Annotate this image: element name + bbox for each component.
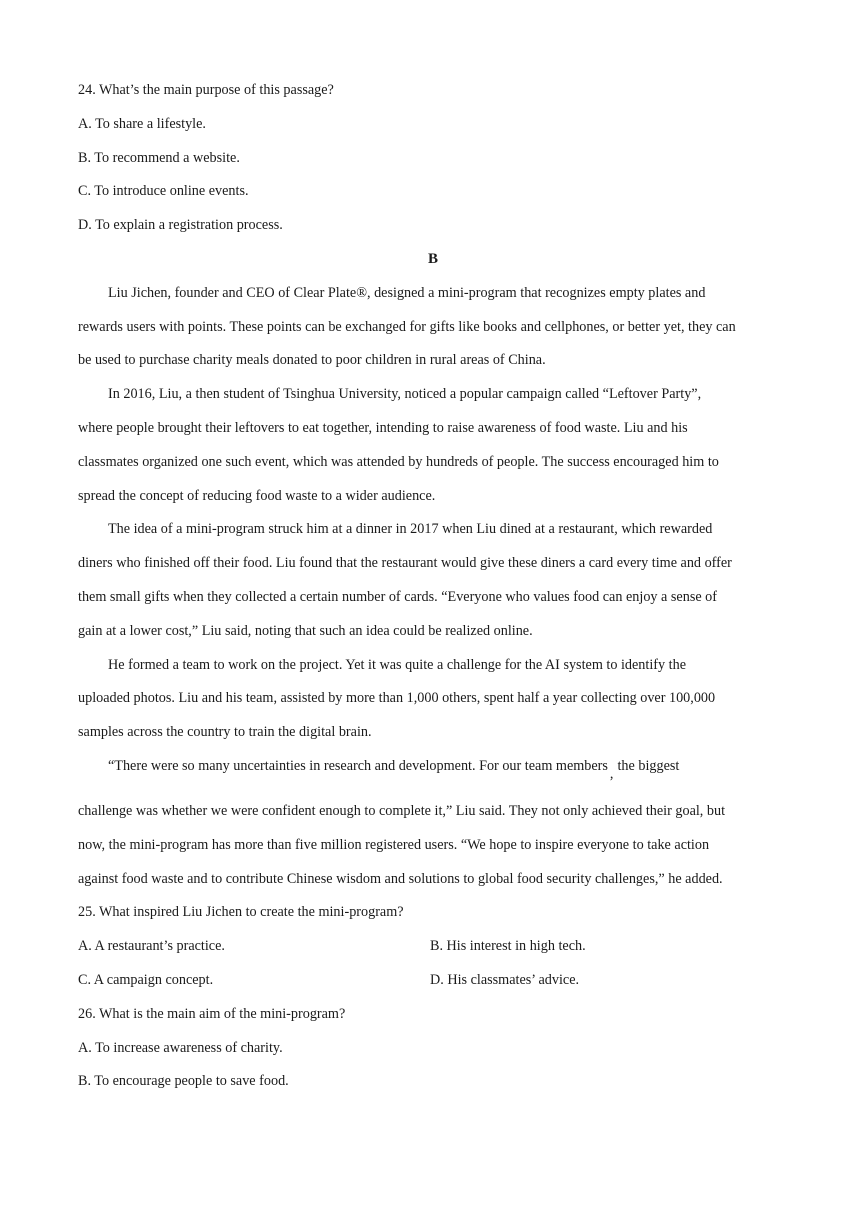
passage-line: He formed a team to work on the project. Yet it was quite a challenge for the AI system to identify the xyxy=(108,656,686,673)
passage-paragraph-5 xyxy=(78,750,788,896)
question-26-stem: 26. What is the main aim of the mini-program? xyxy=(78,1005,346,1022)
question-24 xyxy=(78,74,788,243)
passage-line: uploaded photos. Liu and his team, assisted by more than 1,000 others, spent half a year collecting over 100,000 xyxy=(78,690,716,707)
passage-paragraph-3 xyxy=(78,513,788,648)
question-26-option-a: A. To increase awareness of charity. xyxy=(78,1039,283,1056)
question-24-stem: 24. What’s the main purpose of this passage? xyxy=(78,82,334,98)
passage-line: now, the mini-program has more than five million registered users. “We hope to inspire everyone to take action xyxy=(78,836,710,853)
question-25-option-b: B. His interest in high tech. xyxy=(430,938,586,955)
passage-line: gain at a lower cost,” Liu said, noting that such an idea could be realized online. xyxy=(78,622,533,639)
question-25-option-c: C. A campaign concept. xyxy=(78,971,214,988)
passage-line: samples across the country to train the digital brain. xyxy=(78,724,372,741)
passage-line: spread the concept of reducing food waste to a wider audience. xyxy=(78,487,436,504)
question-25 xyxy=(78,896,788,997)
question-26 xyxy=(78,998,788,1099)
passage-text: the biggest xyxy=(617,757,680,774)
passage-paragraph-1 xyxy=(78,277,788,378)
passage-line: classmates organized one such event, which was attended by hundreds of people. The success encouraged him to xyxy=(78,453,719,470)
passage-line: against food waste and to contribute Chinese wisdom and solutions to global food security challenges,” he added. xyxy=(78,870,723,887)
passage-line: diners who finished off their food. Liu found that the restaurant would give these diners a card every time and offer xyxy=(78,555,732,572)
passage-line: In 2016, Liu, a then student of Tsinghua University, noticed a popular campaign called “Leftover Party”, xyxy=(108,386,702,403)
passage-line: challenge was whether we were confident enough to complete it,” Liu said. They not only achieved their goal, but xyxy=(78,802,726,819)
passage-line: The idea of a mini-program struck him at a dinner in 2017 when Liu dined at a restaurant, which rewarded xyxy=(108,521,713,538)
question-25-option-a: A. A restaurant’s practice. xyxy=(78,938,225,955)
passage-comma: , xyxy=(609,765,614,782)
passage-paragraph-2 xyxy=(78,378,788,513)
question-24-option-b: B. To recommend a website. xyxy=(78,149,240,166)
question-25-option-d: D. His classmates’ advice. xyxy=(430,971,580,988)
question-25-stem: 25. What inspired Liu Jichen to create the mini-program? xyxy=(78,904,404,921)
passage-line: be used to purchase charity meals donated to poor children in rural areas of China. xyxy=(78,352,546,369)
document-content xyxy=(78,74,788,1099)
question-25-options-row-2 xyxy=(78,964,788,998)
question-24-option-d: D. To explain a registration process. xyxy=(78,217,283,234)
passage-line: where people brought their leftovers to eat together, intending to raise awareness of food waste. Liu and his xyxy=(78,419,688,436)
question-25-options-row-1 xyxy=(78,930,788,964)
passage xyxy=(78,277,788,897)
question-24-option-a: A. To share a lifestyle. xyxy=(78,115,206,132)
passage-line: them small gifts when they collected a certain number of cards. “Everyone who values food can enjoy a sense of xyxy=(78,588,717,605)
passage-line: rewards users with points. These points can be exchanged for gifts like books and cellphones, or better yet, they can xyxy=(78,318,736,335)
passage-line xyxy=(78,750,788,795)
passage-paragraph-4 xyxy=(78,649,788,750)
section-heading: B xyxy=(427,250,438,267)
passage-line: Liu Jichen, founder and CEO of Clear Plate®, designed a mini-program that recognizes empty plates and xyxy=(108,284,706,301)
question-24-option-c: C. To introduce online events. xyxy=(78,183,249,200)
question-26-option-b: B. To encourage people to save food. xyxy=(78,1073,289,1090)
passage-text: “There were so many uncertainties in research and development. For our team members xyxy=(108,757,608,774)
